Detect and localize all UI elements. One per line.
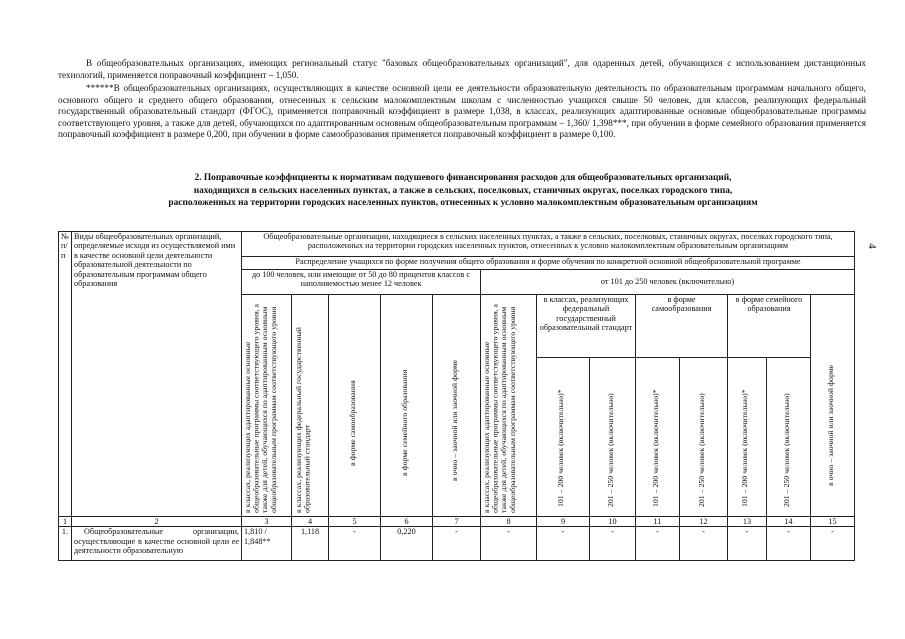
column-number: 3 bbox=[242, 517, 292, 527]
row-num: 1. bbox=[59, 527, 72, 561]
column-number: 6 bbox=[381, 517, 433, 527]
cell-7: - bbox=[433, 527, 481, 561]
coefficients-table bbox=[58, 231, 855, 561]
cell-11: - bbox=[636, 527, 680, 561]
paragraph-coefficient-gifted: В общеобразовательных организациях, имеющих региональный статус "базовых общеобразовательных организаций", для одаренных детей, обучающихся с использованием дистанционных технологий, применяется поправочный коэффициент – 1,050. bbox=[58, 58, 866, 80]
header-col-9: 101 – 200 человек (включительно)* bbox=[537, 358, 590, 517]
column-number: 10 bbox=[590, 517, 636, 527]
column-number: 15 bbox=[811, 517, 855, 527]
column-number: 14 bbox=[767, 517, 811, 527]
page-number: 4 bbox=[865, 243, 878, 249]
column-number: 11 bbox=[636, 517, 680, 527]
column-number: 8 bbox=[481, 517, 537, 527]
header-num: № п/п bbox=[59, 232, 72, 517]
cell-6: 0,220 bbox=[381, 527, 433, 561]
row-name: Общеобразовательные организации, осуществляющие в качестве основной цели ее деятельности образовательную bbox=[72, 527, 242, 561]
cell-12: - bbox=[680, 527, 728, 561]
column-number: 1 bbox=[59, 517, 72, 527]
paragraph-coefficient-rural: ******В общеобразовательных организациях, осуществляющих в качестве основной цели ее деятельности образовательную деятельность по образовательным программам начального общего, основного общего и среднего общего образования, отнесенных к сельским малокомплектным школам с численностью учащихся свыше 50 человек, для классов, реализующих федеральный государственный образовательный стандарт (ФГОС), применяется поправочный коэффициент в размере 1,038, в классах, реализующих адаптированные основные общеобразовательные программы соответствующего уровня, а также для детей, обучающихся по адаптированным основным общеобразовательным программам – 1,360/ 1,398***, при обучении в форме семейного образования применяется поправочный коэффициент в размере 0,200, при обучении в форме самообразования применяется поправочный коэффициент в размере 0,100. bbox=[58, 83, 866, 140]
header-org-types: Виды общеобразовательных организаций, определяемые исходя из осуществляемой ими в качестве основной цели деятельности образовательной деятельности по образовательным программам общего образования bbox=[72, 232, 242, 517]
header-col-3: в классах, реализующих адаптированные основные общеобразовательные программы соответствующего уровня, а также для детей, обучающихся по адаптированным основным общеобразовательным программам соответствующего уровня bbox=[242, 295, 292, 517]
header-col-4: в классах, реализующих федеральный государственный образовательный стандарт bbox=[292, 295, 329, 517]
cell-8: - bbox=[481, 527, 537, 561]
header-col-6: в форме семейного образования bbox=[381, 295, 433, 517]
header-col-10: 201 – 250 человек (включительно) bbox=[590, 358, 636, 517]
cell-4: 1,118 bbox=[292, 527, 329, 561]
header-col-8: в классах, реализующих адаптированные основные общеобразовательные программы соответствующего уровня, а также для детей, обучающихся по адаптированным основным общеобразовательным программам соответствующего уровня bbox=[481, 295, 537, 517]
header-main: Общеобразовательные организации, находящиеся в сельских населенных пунктах, а также в сельских, поселковых, станичных округах, поселках городского типа, расположенных на территории городских населенных пунктов, отнесенных к условно малокомплектным образовательным организациям bbox=[242, 232, 855, 257]
header-col-7: в очно – заочной или заочной форме bbox=[433, 295, 481, 517]
column-number: 2 bbox=[72, 517, 242, 527]
cell-5: - bbox=[329, 527, 381, 561]
cell-15: - bbox=[811, 527, 855, 561]
cell-9: - bbox=[537, 527, 590, 561]
column-number: 4 bbox=[292, 517, 329, 527]
header-self: в форме самообразования bbox=[636, 295, 728, 358]
column-number: 12 bbox=[680, 517, 728, 527]
cell-13: - bbox=[728, 527, 767, 561]
heading-line-2: находящихся в сельских населенных пунктах, а также в сельских, поселковых, станичных округах, поселках городского типа, bbox=[193, 185, 733, 196]
header-col-5: в форме самообразования bbox=[329, 295, 381, 517]
header-col-12: 201 – 250 человек (включительно) bbox=[680, 358, 728, 517]
cell-14: - bbox=[767, 527, 811, 561]
header-distribution: Распределение учащихся по форме получения общего образования и форме обучения по конкретной основной общеобразовательной программе bbox=[242, 257, 855, 270]
header-family: в форме семейного образования bbox=[728, 295, 811, 358]
column-number: 9 bbox=[537, 517, 590, 527]
heading-line-1: 2. Поправочные коэффициенты к нормативам подушевого финансирования расходов для общеобразовательных организаций, bbox=[194, 173, 732, 183]
header-col-11: 101 – 200 человек (включительно)* bbox=[636, 358, 680, 517]
heading-line-3: расположенных на территории городских населенных пунктов, отнесенных к условно малокомплектным образовательным организациям bbox=[168, 198, 758, 208]
column-number: 5 bbox=[329, 517, 381, 527]
column-numbers-row bbox=[59, 517, 855, 527]
cell-10: - bbox=[590, 527, 636, 561]
header-group-large: от 101 до 250 человек (включительно) bbox=[481, 270, 855, 295]
header-fgos: в классах, реализующих федеральный государственный образовательный стандарт bbox=[537, 295, 636, 358]
header-col-14: 201 – 250 человек (включительно) bbox=[767, 358, 811, 517]
table-row bbox=[59, 527, 855, 561]
section-heading bbox=[60, 172, 866, 210]
column-number: 13 bbox=[728, 517, 767, 527]
header-col-13: 101 – 200 человек (включительно)* bbox=[728, 358, 767, 517]
column-number: 7 bbox=[433, 517, 481, 527]
header-group-small: до 100 человек, или имеющие от 50 до 80 процентов классов с наполняемостью менее 12 человек bbox=[242, 270, 481, 295]
header-col-15: в очно – заочной или заочной форме bbox=[811, 295, 855, 517]
cell-3: 1,810 / 1,848** bbox=[242, 527, 292, 561]
